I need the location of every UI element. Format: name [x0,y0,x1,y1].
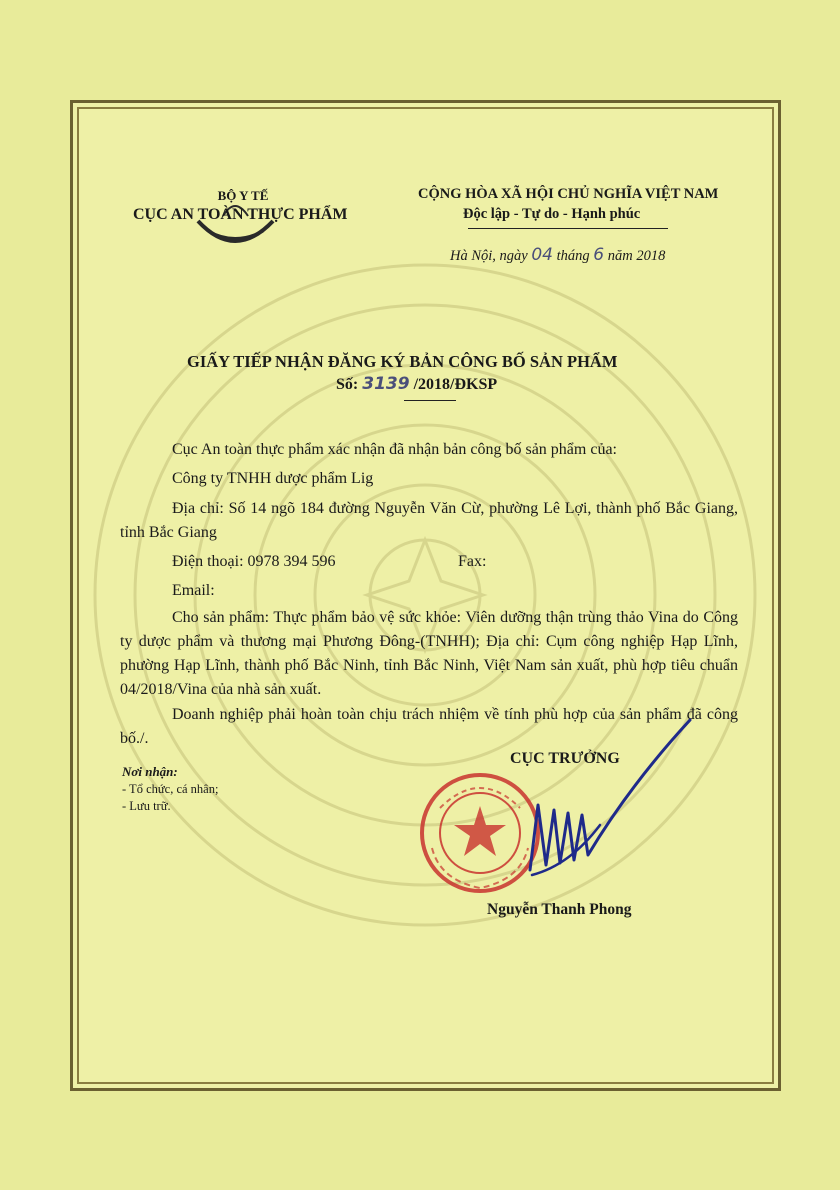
company-phone: Điện thoại: 0978 394 596 [172,553,336,570]
ministry-name: BỘ Y TẾ [217,188,269,203]
date-month-label: tháng [553,248,594,264]
date-prefix: Hà Nội, ngày [450,248,532,264]
number-suffix: /2018/ĐKSP [409,376,498,393]
recipient-item: - Lưu trữ. [122,799,171,813]
intro-paragraph: Cục An toàn thực phẩm xác nhận đã nhận bản công bố sản phẩm của: [172,441,617,458]
company-address: Địa chỉ: Số 14 ngõ 184 đường Nguyễn Văn Cừ, phường Lê Lợi, thành phố Bắc Giang, tỉnh Bắc Giang [120,500,738,541]
agency-name: CỤC AN TOÀN THỰC PHẨM [133,206,348,223]
date-year: năm 2018 [604,248,666,264]
company-email: Email: [172,582,215,599]
signatory-title: CỤC TRƯỞNG [510,750,620,767]
issue-date [450,245,665,265]
responsibility-paragraph: Doanh nghiệp phải hoàn toàn chịu trách nhiệm về tính phù hợp của sản phẩm đã công bố./. [120,706,738,747]
national-motto: Độc lập - Tự do - Hạnh phúc [463,206,641,222]
number-handwritten: 3139 [362,374,410,394]
recipient-item: - Tổ chức, cá nhân; [122,782,219,796]
document-number [336,374,497,394]
signer-name: Nguyễn Thanh Phong [487,901,632,918]
handwritten-signature [510,715,700,890]
nation-title: CỘNG HÒA XÃ HỘI CHỦ NGHĨA VIỆT NAM [418,186,719,202]
company-fax: Fax: [458,553,487,570]
date-day: 04 [531,245,553,265]
recipients-title: Nơi nhận: [122,764,178,779]
date-month: 6 [593,245,605,265]
document-title: GIẤY TIẾP NHẬN ĐĂNG KÝ BẢN CÔNG BỐ SẢN PHẨM [187,352,618,371]
motto-underline [468,228,668,229]
company-name: Công ty TNHH dược phẩm Lig [172,470,374,487]
product-paragraph: Cho sản phẩm: Thực phẩm bảo vệ sức khỏe: Viên dưỡng thận trùng thảo Vina do Công ty dược phẩm và thương mại Phương Đông-(TNHH); Địa chỉ: Cụm công nghiệp Hạp Lĩnh, phường Hạp Lĩnh, thành phố Bắc Ninh, tỉnh Bắc Ninh, Việt Nam sản xuất, phù hợp tiêu chuẩn 04/2018/Vina của nhà sản xuất. [120,609,738,698]
number-prefix: Số: [336,376,363,393]
title-underline [404,400,456,401]
